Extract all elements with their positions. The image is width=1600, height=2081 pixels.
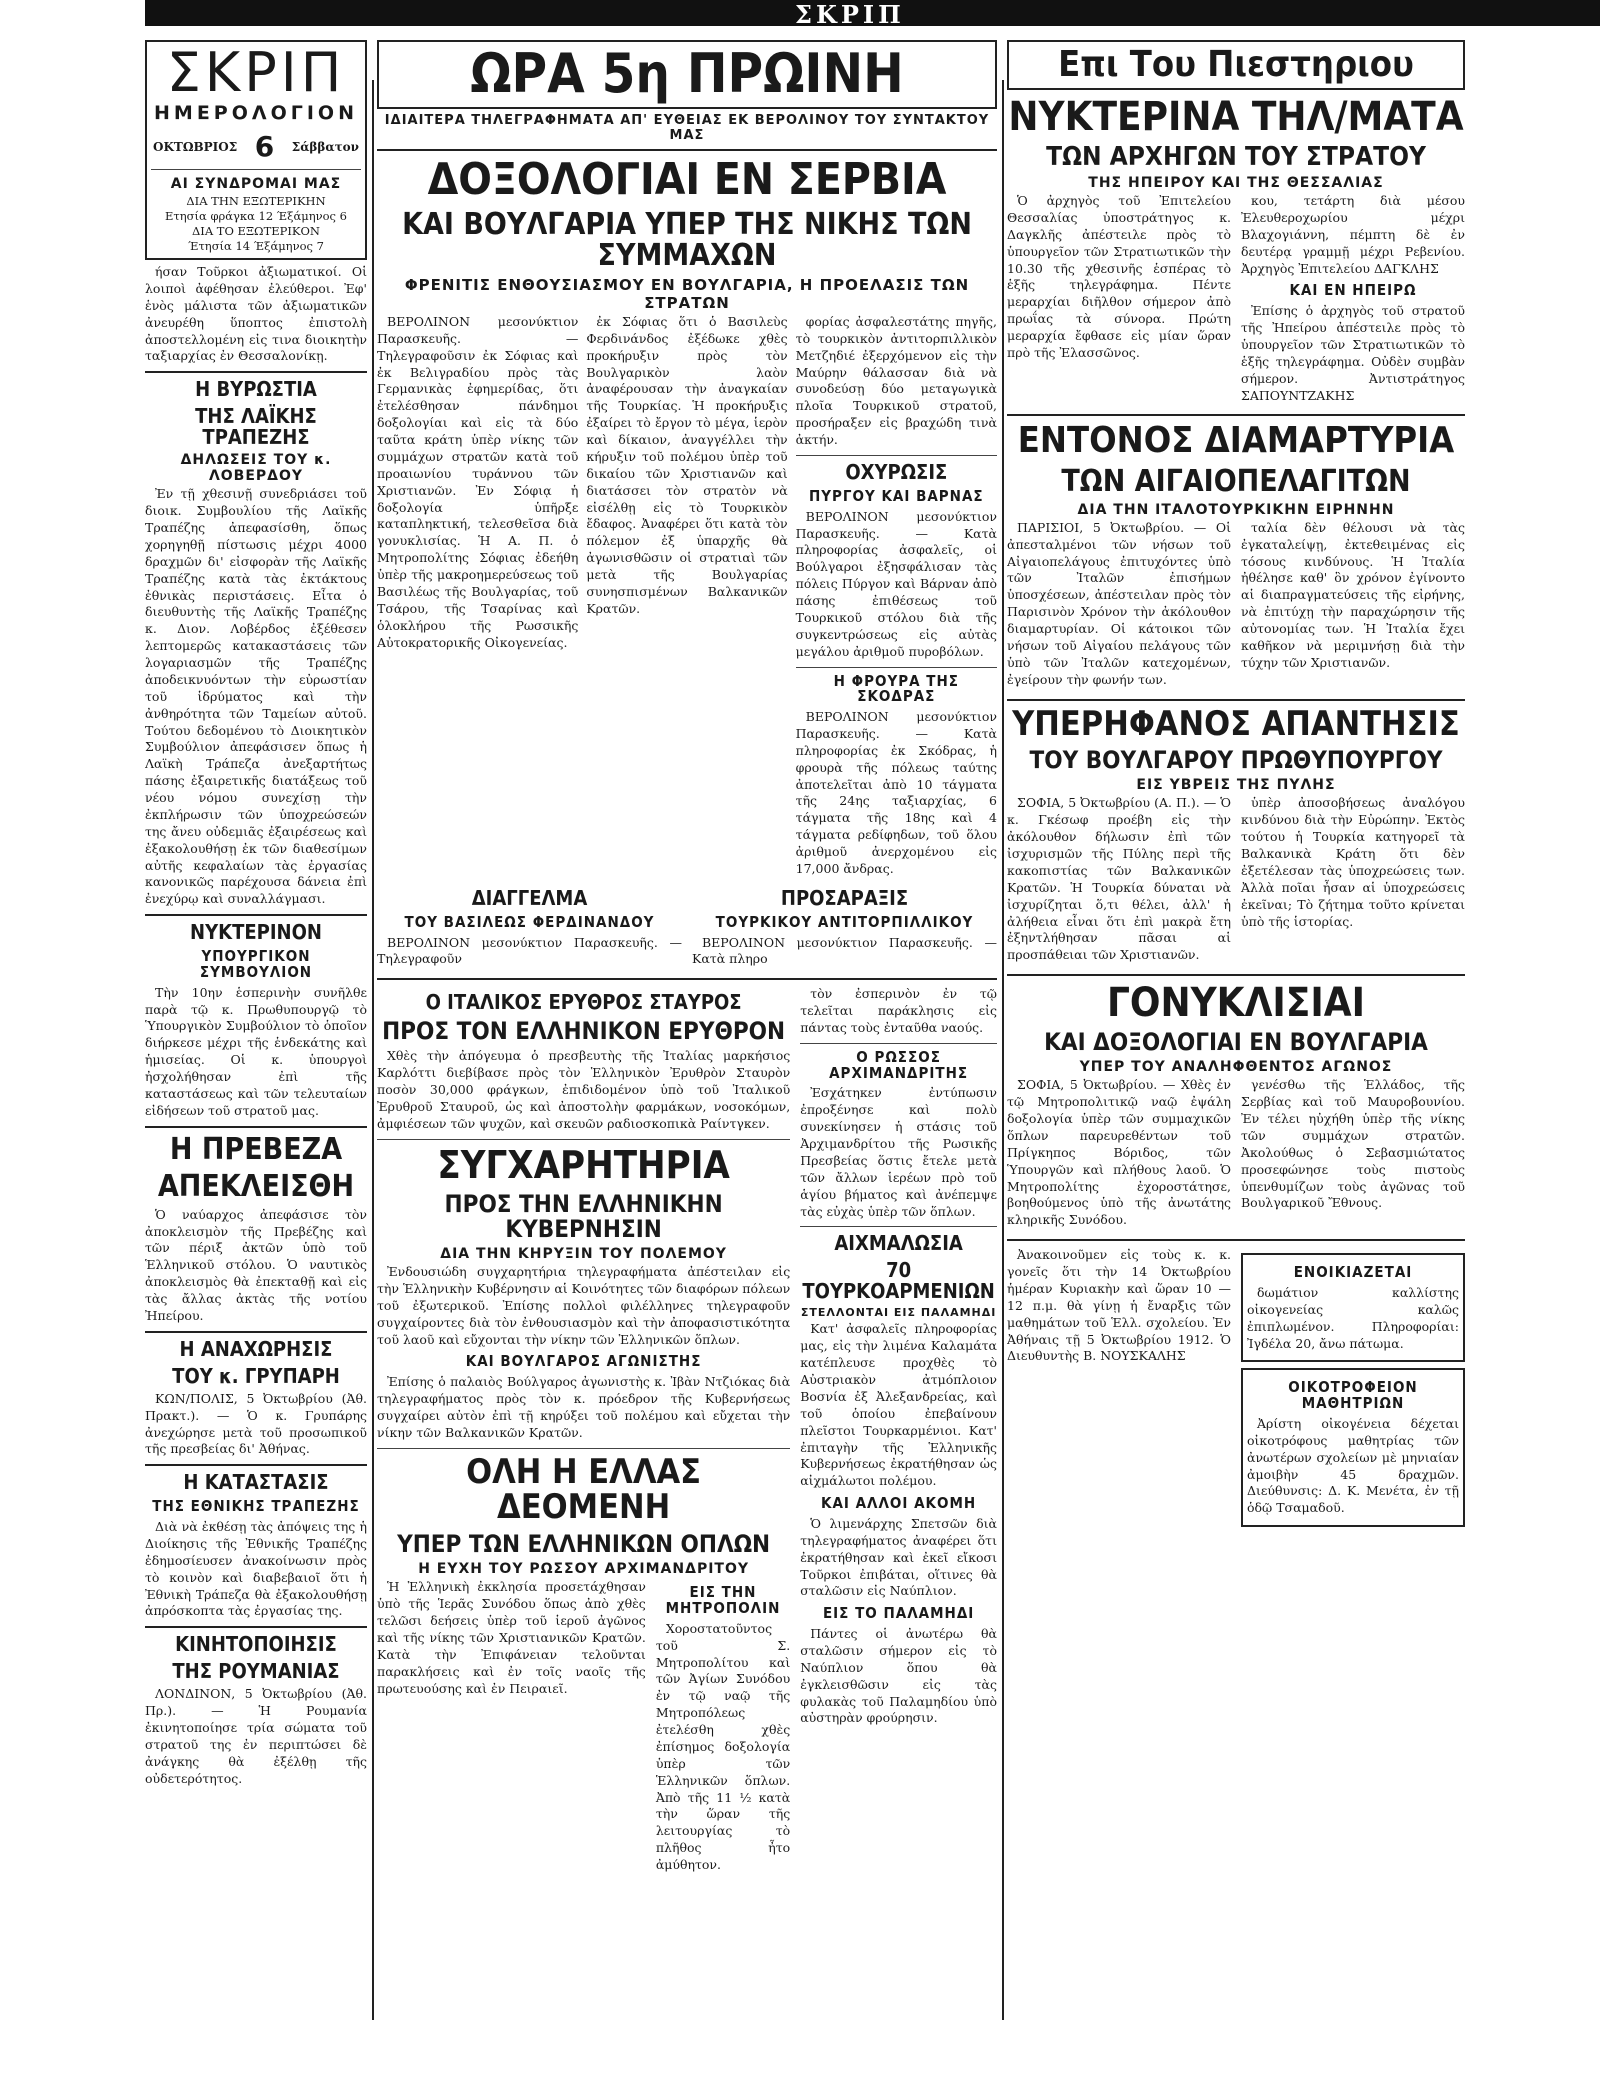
headline: ΟΛΗ Η ΕΛΛΑΣ ΔΕΟΜΕΝΗ: [466, 1451, 702, 1528]
headline: ΕΙΣ ΤΟ ΠΑΛΑΜΗΔΙ: [822, 1604, 975, 1623]
article-text: Ὁ ἀρχηγὸς τοῦ Ἐπιτελείου Θεσσαλίας ὑποστράτηγος κ. Δαγκλῆς ἀπέστειλε πρὸς τὸ ὑπουργεῖον τῶν Στρατιωτικῶν τὴν 10.30 τῆς χθεσινῆς ἑσπέρας τὸ ἑξῆς τηλεγράφημα. Πέντε μεραρχίαι διῆλθον σήμερον ἀπὸ πρωΐας τὰ σύνορα. Πρώτη μεραρχία ἔφθασε εἰς μίαν ὥραν πρὸ τῆς Ἐλασσῶνος.: [1007, 193, 1231, 360]
article-text: φορίας ἀσφαλεστάτης πηγῆς, τὸ τουρκικὸν ἀντιτορπιλλικὸν Μετζηδιέ ἐξερχόμενον εἰς τὴν Μαύρην θάλασσαν διὰ νὰ συνοδεύσῃ δύο μεταγωγικὰ πλοῖα Τουρκικοῦ στρατοῦ, προσήραξεν εἰς βραχώδη τινὰ ἀκτήν.: [795, 313, 997, 447]
article-text: ΚΩΝ/ΠΟΛΙΣ, 5 Ὀκτωβρίου (Ἀθ. Πρακτ.). — Ὁ κ. Γρυπάρης ἀνεχώρησε μετὰ τοῦ προσωπικοῦ τῆς πρεσβείας δι' Ἀθήνας.: [145, 1390, 367, 1457]
headline: ΝΥΚΤΕΡΙΝΑ ΤΗΛ/ΜΑΤΑ: [1008, 93, 1464, 140]
article-text: ΒΕΡΟΛΙΝΟΝ μεσονύκτιον Παρασκευῆς. — Κατὰ πληροφορίας ἀσφαλεῖς, οἱ Βούλγαροι ἐξησφάλισαν τὰς πόλεις Πύργον καὶ Βάρναν ἀπὸ πάσης ἐπιθέσεως τοῦ Τουρκικοῦ στόλου διὰ τῆς συγκεντρώσεως εἰς αὐτὰς μεγάλου ἀριθμοῦ πυροβόλων.: [795, 508, 997, 659]
headline: ΠΡΟΣ ΤΟΝ ΕΛΛΗΝΙΚΟΝ ΕΡΥΘΡΟΝ: [382, 1017, 786, 1046]
headline: ΣΥΓΧΑΡΗΤΗΡΙΑ: [437, 1142, 730, 1187]
headline: ΕΙΣ ΤΗΝ ΜΗΤΡΟΠΟΛΙΝ: [665, 1583, 781, 1618]
subheadline: ΥΠΕΡ ΤΟΥ ΑΝΑΛΗΦΘΕΝΤΟΣ ΑΓΩΝΟΣ: [1079, 1059, 1393, 1076]
running-head-bar: [145, 0, 1600, 29]
banner-subheadline: ΙΔΙΑΙΤΕΡΑ ΤΗΛΕΓΡΑΦΗΜΑΤΑ ΑΠ' ΕΥΘΕΙΑΣ ΕΚ ΒΕΡΟΛΙΝΟΥ ΤΟΥ ΣΥΝΤΑΚΤΟΥ ΜΑΣ: [384, 112, 990, 143]
subscription-line: ΔΙΑ ΤΟ ΕΞΩΤΕΡΙΚΟΝ: [191, 224, 320, 238]
headline: ΠΡΟΣ ΤΗΝ ΕΛΛΗΝΙΚΗΝ ΚΥΒΕΡΝΗΣΙΝ: [444, 1189, 723, 1243]
ad-title: ΟΙΚΟΤΡΟΦΕΙΟΝ ΜΑΘΗΤΡΙΩΝ: [1288, 1378, 1418, 1413]
column-rule: [372, 80, 374, 2020]
article-text: Χοροστατοῦντος τοῦ Σ. Μητροπολίτου καὶ τῶν Ἀγίων Συνόδου ἐν τῷ ναῷ τῆς Μητροπόλεως ἐτελέσθη χθὲς ἐπίσημος δοξολογία ὑπὲρ τῶν Ἑλληνικῶν ὅπλων. Ἀπὸ τῆς 11 ½ κατὰ τὴν ὥραν τῆς λειτουργίας τὸ πλῆθος ἦτο ἀμύθητον.: [655, 1620, 791, 1873]
headline: ΑΙΧΜΑΛΩΣΙΑ: [834, 1231, 963, 1256]
article-text: ΣΟΦΙΑ, 5 Ὀκτωβρίου (Α. Π.). — Ὁ κ. Γκέσωφ προέβη εἰς τὴν ἀκόλουθον δήλωσιν ἐπὶ τῶν ἰσχυρισμῶν τῆς Πύλης περὶ τῆς κακοπιστίας τῶν Βαλκανικῶν Κρατῶν. Ἡ Τουρκία δύναται νὰ ἰσχυρίζηται ὅ,τι θέλει, ἀλλ' ἡ ἀλήθεια εἶναι ὅτι ἐπὶ μακρὰ ἔτη ἐξηντλήθησαν πᾶσαι αἱ προσπάθειαι τῶν Χριστιανῶν.: [1007, 795, 1231, 963]
article-text: ΛΟΝΔΙΝΟΝ, 5 Ὀκτωβρίου (Ἀθ. Πρ.). — Ἡ Ρουμανία ἐκινητοποίησε τρία σώματα τοῦ στρατοῦ της ἐν περιπτώσει δὲ ἀνάγκης θὰ ἐξέλθῃ τῆς οὐδετερότητος.: [145, 1686, 367, 1786]
article-text: ΒΕΡΟΛΙΝΟΝ μεσονύκτιον Παρασκευῆς. — Τηλεγραφοῦν: [377, 934, 682, 967]
headline: ΤΟΥ κ. ΓΡΥΠΑΡΗ: [172, 1363, 340, 1388]
headline: ΤΩΝ ΑΡΧΗΓΩΝ ΤΟΥ ΣΤΡΑΤΟΥ: [1046, 141, 1426, 172]
headline: ΤΗΣ ΛΑΪΚΗΣ ΤΡΑΠΕΖΗΣ: [195, 404, 317, 450]
article-text: ΒΕΡΟΛΙΝΟΝ μεσονύκτιον Παρασκευῆς. — Κατὰ πληροφορίας ἐκ Σκόδρας, ἡ φρουρὰ τῆς πόλεως ταύτης ἀποτελεῖται ἀπὸ 10 τάγματα τῆς 24ης ταξιαρχίας, 6 τάγματα τῆς 18ης καὶ 4 τάγματα ρεδίφηδων, τοῦ ὅλου ἀριθμοῦ ἀνερχομένου εἰς 17,000 ἄνδρας.: [795, 709, 997, 876]
article-text: τὸν ἐσπερινὸν ἐν τῷ τελεῖται παράκλησις εἰς πάντας τοὺς ἐνταῦθα ναούς.: [800, 986, 997, 1035]
lead-headline: ΚΑΙ ΒΟΥΛΓΑΡΙΑ ΥΠΕΡ ΤΗΣ ΝΙΚΗΣ ΤΩΝ ΣΥΜΜΑΧΩΝ: [402, 206, 972, 274]
headline: ΥΠΕΡΗΦΑΝΟΣ ΑΠΑΝΤΗΣΙΣ: [1012, 703, 1460, 744]
headline: ΑΠΕΚΛΕΙΣΘΗ: [157, 1169, 355, 1205]
press-banner: Επι Του Πιεστηριου: [1007, 40, 1465, 90]
lead-subheadline: ΦΡΕΝΙΤΙΣ ΕΝΘΟΥΣΙΑΣΜΟΥ ΕΝ ΒΟΥΛΓΑΡΙΑ, Η ΠΡΟΕΛΑΣΙΣ ΤΩΝ ΣΤΡΑΤΩΝ: [404, 275, 970, 312]
headline: ΟΧΥΡΩΣΙΣ: [845, 459, 948, 484]
headline: ΚΑΙ ΕΝ ΗΠΕΙΡΩ: [1289, 281, 1417, 300]
article-text: ήσαν Τοῦρκοι ἀξιωματικοί. Οἱ λοιποὶ ἀφέθησαν ἐλεύθεροι. Ἐφ' ἑνὸς μάλιστα τῶν ἀξιωματικῶν ἀνευρέθη ὕποπτος ἐπιστολὴ ἀποστελλομένη εἰς τινα διοικητὴν ταξιαρχίας ἐν Θεσσαλονίκῃ.: [145, 264, 367, 364]
headline: ΝΥΚΤΕΡΙΝΟΝ: [190, 920, 322, 945]
article-text: Ἐν τῇ χθεσινῇ συνεδριάσει τοῦ διοικ. Συμβουλίου τῆς Λαϊκῆς Τραπέζης ἀπεφασίσθη, ὅπως χορηγηθῇ πίστωσις μέχρι 4000 δραχμῶν δι' εἰσφορὰν τῆς Λαϊκῆς Τραπέζης κατὰ τὰς ἐκτάκτους ἐθνικὰς περιστάσεις. Εἶτα ὁ διευθυντὴς τῆς Λαϊκῆς Τραπέζης κ. Διον. Λοβέρδος ἐξέθεσεν λεπτομερῶς κατακαστάσεις τῶν λογαριασμῶν τῆς Τραπέζης ἀποδεικνυόντων τὴν εὐρωστίαν τοῦ ἱδρύματος καὶ τὴν ἀνθηρότητα τῶν Ταμείων αὐτοῦ. Τούτου δεδομένου τὸ Διοικητικὸν Συμβούλιον ἀπεφάσισεν ὅπως ἡ Λαϊκὴ Τράπεζα ἀνεξαρτήτως πάσης ἐξαιρετικῆς διατάξεως τοῦ νέου νόμου συνεχίσῃ τὴν ἐκπλήρωσιν τῶν ὑποχρεώσεών της ἄνευ οὐδεμιᾶς ἐξαιρέσεως καὶ ἐξακολουθήσῃ ἐκ τῶν διαθεσίμων αὐτῆς κεφαλαίων τὰς ἐργασίας κανονικῶς παρέχουσα δάνεια ἐπὶ ἐνεχύρῳ καὶ συναλλάγμασι.: [145, 486, 367, 907]
masthead: [145, 40, 367, 260]
headline: ΤΟΥΡΚΙΚΟΥ ΑΝΤΙΤΟΡΠΙΛΛΙΚΟΥ: [715, 912, 974, 931]
headline: ΤΟΥ ΒΟΥΛΓΑΡΟΥ ΠΡΩΘΥΠΟΥΡΓΟΥ: [1029, 746, 1443, 775]
article-text: Ἐπίσης ὁ παλαιὸς Βούλγαρος ἀγωνιστὴς κ. Ἰβὰν Ντζιόκας διὰ τηλεγραφήματος πρὸς τὸν κ. πρόεδρον τῆς Κυβερνήσεως συγχαίρει αὐτὸν ἐπὶ τῇ κηρύξει τοῦ πολέμου καὶ εὔχεται τὴν νίκην τῶν Βαλκανικῶν Κρατῶν.: [377, 1374, 791, 1440]
ad-text: δωμάτιον καλλίστης οἰκογενείας καλῶς ἐπιπλωμένον. Πληροφορίαι: Ἰγδέλα 20, ἄνω πάτωμα.: [1247, 1284, 1459, 1351]
article-text: Τὴν 10ην ἑσπερινὴν συνῆλθε παρὰ τῷ κ. Πρωθυπουργῷ τὸ Ὑπουργικὸν Συμβούλιον τὸ ὁποῖον διήρκεσε μέχρι τῆς ἑνδεκάτης καὶ ἡμισείας. Οἱ κ. ὑπουργοὶ ἠσχολήθησαν ἐπὶ τῆς καταστάσεως καὶ τῶν τελευταίων εἰδήσεων τοῦ στρατοῦ μας.: [145, 984, 367, 1118]
masthead-subtitle: ΗΜΕΡΟΛΟΓΙΟΝ: [154, 102, 358, 124]
classified-ad: [1241, 1253, 1465, 1362]
headline: Ο ΙΤΑΛΙΚΟΣ ΕΡΥΘΡΟΣ ΣΤΑΥΡΟΣ: [425, 990, 742, 1015]
headline: ΕΝΤΟΝΟΣ ΔΙΑΜΑΡΤΥΡΙΑ: [1017, 420, 1455, 462]
subheadline: ΔΗΛΩΣΕΙΣ ΤΟΥ κ. ΛΟΒΕΡΔΟΥ: [180, 452, 332, 485]
masthead-title: ΣΚΡΙΠ: [166, 41, 346, 104]
article-text: Χθὲς τὴν ἀπόγευμα ὁ πρεσβευτὴς τῆς Ἰταλίας μαρκήσιος Καρλόττι διεβίβασε πρὸς τὸν Ἑλληνικὸν Ἐρυθρὸν Σταυρὸν ποσὸν 30,000 φράγκων, ἐπιδιδομένον ὑπὸ τοῦ Ἰταλικοῦ Ἐρυθροῦ Σταυροῦ, ὡς καὶ ἀποστολὴν φαρμάκων, νοσοκόμων, ἀμφιέσεων τῶν ψυχῶν, καὶ σκευῶν ραδιοσκοπικὰ Ραίντγκεν.: [377, 1048, 791, 1131]
date-weekday: Σάββατον: [291, 139, 359, 154]
headline: ΚΑΙ ΔΟΞΟΛΟΓΙΑΙ ΕΝ ΒΟΥΛΓΑΡΙΑ: [1044, 1028, 1428, 1057]
subscriptions-title: ΑΙ ΣΥΝΔΡΟΜΑΙ ΜΑΣ: [170, 176, 342, 192]
banner-headline: ΩΡΑ 5η ΠΡΩΙΝΗ: [377, 40, 997, 109]
article-text: ὑπὲρ ἀποσοβήσεως ἀναλόγου κινδύνου διὰ τὴν Εὐρώπην. Ἐκτὸς τούτου ἡ Τουρκία κατηγορεῖ τὰ Βαλκανικὰ Κράτη ὅτι δὲν ἐξετέλεσαν τὰς ὑποχρεώσεις των. Ἀλλὰ ποῖαι ἦσαν αἱ ὑποχρεώσεις ἐκεῖναι; Τὸ ζήτημα τοῦτο κρίνεται ὑπὸ τῆς ἱστορίας.: [1241, 795, 1465, 929]
article-text: ταλία δὲν θέλουσι νὰ τὰς ἐγκαταλείψῃ, ἐκτεθειμένας εἰς τόσους κινδύνους. Ἡ Ἰταλία ἠθέλησε καθ' ὃν χρόνον ἐγίνοντο αἱ διαπραγματεύσεις τῆς εἰρήνης, νὰ ἐπιτύχῃ τὴν παραχώρησιν τῆς αὐτονομίας των. Ἡ Ἰταλία ἔχει καθῆκον νὰ μεριμνήσῃ διὰ τὴν τύχην τῶν Χριστιανῶν.: [1241, 519, 1465, 670]
article-text: Πάντες οἱ ἀνωτέρω θὰ σταλῶσιν σήμερον εἰς τὸ Ναύπλιον ὅπου θὰ ἐγκλεισθῶσιν εἰς τὰς φυλακὰς τοῦ Παλαμηδίου ὑπὸ αὐστηρὰν φρούρησιν.: [800, 1626, 997, 1726]
ad-text: Ἀρίστη οἰκογένεια δέχεται οἰκοτρόφους μαθητρίας τῶν ἀνωτέρων σχολείων μὲ μηνιαίαν ἀμοιβὴν 45 δραχμῶν. Διεύθυνσις: Δ. Κ. Μενέτα, ἐν τῇ ὁδῷ Τσαμαδοῦ.: [1247, 1415, 1459, 1516]
date-day: 6: [254, 130, 275, 163]
subheadline: ΔΙΑ ΤΗΝ ΙΤΑΛΟΤΟΥΡΚΙΚΗΝ ΕΙΡΗΝΗΝ: [1077, 501, 1395, 518]
headline: Η ΚΑΤΑΣΤΑΣΙΣ: [183, 1470, 329, 1495]
subheadline: ΔΙΑ ΤΗΝ ΚΗΡΥΞΙΝ ΤΟΥ ΠΟΛΕΜΟΥ: [440, 1246, 727, 1263]
column-rule: [1002, 80, 1004, 2020]
headline: ΤΟΥ ΒΑΣΙΛΕΩΣ ΦΕΡΔΙΝΑΝΔΟΥ: [404, 912, 655, 931]
school-notice: Ἀνακοινοῦμεν εἰς τοὺς κ. κ. γονεῖς ὅτι τὴν 14 Ὀκτωβρίου ἡμέραν Κυριακὴν καὶ ὥραν 10 — 12 π.μ. θὰ γίνῃ ἡ ἔναρξις τῶν μαθημάτων τοῦ Ἑλλ. σχολείου. Ἐν Ἀθήναις τῇ 5 Ὀκτωβρίου 1912. Ὁ Διευθυντὴς Β. ΝΟΥΣΚΑΛΗΣ: [1007, 1247, 1231, 1364]
article-text: ΒΕΡΟΛΙΝΟΝ μεσονύκτιον Παρασκευῆς. — Κατὰ πληρο: [692, 934, 997, 967]
subscription-line: Ετησία φράγκα 12 Έξάμηνος 6: [165, 209, 347, 223]
headline: Η ΒΥΡΩΣΤΙΑ: [195, 377, 317, 402]
headline: ΚΑΙ ΑΛΛΟΙ ΑΚΟΜΗ: [820, 1494, 977, 1513]
date-month: ΟΚΤΩΒΡΙΟΣ: [153, 139, 238, 154]
article-text: ἐκ Σόφιας ὅτι ὁ Βασιλεὺς Φερδινάνδος ἐξέδωκε χθὲς προκήρυξιν πρὸς τὸν Βουλγαρικὸν λαὸν ἀναφέρουσαν τὴν ἀναγκαίαν τῆς Τουρκίας. Ἡ προκήρυξις ἐξαίρει τὸ ἔργον τὸ μέγα, ἱερὸν καὶ δίκαιον, ἀναγγέλλει τὴν κήρυξιν τοῦ πολέμου ὑπὲρ τοῦ δικαίου τῶν Χριστιανῶν καὶ διατάσσει τὸν στρατὸν νὰ εἰσέλθῃ εἰς τὸ Τουρκικὸν ἔδαφος. Ἀναφέρει ὅτι κατὰ τὸν πόλεμον ἐξ ὑπαρχῆς θὰ ἀγωνισθῶσιν οἱ στρατιαὶ τῶν μετὰ τῆς Βουλγαρίας συνησπισμένων Βαλκανικῶν Κρατῶν.: [586, 313, 788, 616]
lead-headline: ΔΟΞΟΛΟΓΙΑΙ ΕΝ ΣΕΡΒΙΑ: [427, 153, 947, 205]
article-text: Ὁ ναύαρχος ἀπεφάσισε τὸν ἀποκλεισμὸν τῆς Πρεβέζης καὶ τῶν πέριξ ἀκτῶν ὑπὸ τοῦ Ἑλληνικοῦ στόλου. Ὁ ναυτικὸς ἀποκλεισμὸς θὰ ἐπεκταθῇ καὶ εἰς τὰς ἄλλας ἀκτὰς τῆς νοτίου Ἠπείρου.: [145, 1206, 367, 1323]
article-text: κου, τετάρτη διὰ μέσου Ἐλευθεροχωρίου μέχρι Βλαχογιάννη, πέμπτη δὲ ἐν δευτέρᾳ γραμμῇ μέχρι Ρεβενίου. Ἀρχηγὸς Ἐπιτελείου ΔΑΓΚΛΗΣ: [1241, 193, 1465, 276]
running-head: ΣΚΡΙΠ: [795, 0, 905, 29]
ad-title: ΕΝΟΙΚΙΑΖΕΤΑΙ: [1293, 1263, 1413, 1282]
article-text: Ἐσχάτηκεν ἐντύπωσιν ἐπροξένησε καὶ πολὺ συνεκίνησεν ἡ στάσις τοῦ Ἀρχιμανδρίτου τῆς Ρωσικῆς Πρεσβείας ὅστις ἔτελε μετὰ τῶν ἄλλων ἱερέων πρὸ τοῦ ἁγίου βήματος καὶ ἀνέπεμψε τὰς εὐχὰς ὑπὲρ τῶν ὅπλων.: [800, 1085, 997, 1219]
column-center: [377, 40, 997, 2050]
headline: ΤΗΣ ΡΟΥΜΑΝΙΑΣ: [172, 1659, 340, 1684]
headline: Η ΠΡΕΒΕΖΑ: [169, 1131, 343, 1167]
headline: ΠΡΟΣΑΡΑΞΙΣ: [780, 885, 909, 910]
headline: ΠΥΡΓΟΥ ΚΑΙ ΒΑΡΝΑΣ: [808, 486, 984, 505]
article-text: Ὁ λιμενάρχης Σπετσῶν διὰ τηλεγραφήματος ἀναφέρει ὅτι ἐκρατήθησαν καὶ ἐκεῖ εἴκοσι Τοῦρκοι ἐπιβάται, οἵτινες θὰ σταλῶσιν εἰς Ναύπλιον.: [800, 1515, 997, 1599]
headline: ΔΙΑΓΓΕΛΜΑ: [471, 885, 588, 910]
column-right: [1007, 40, 1465, 2050]
column-left: [145, 40, 367, 2050]
article-text: Κατ' ἀσφαλεῖς πληροφορίας μας, εἰς τὴν λιμένα Καλαμάτα κατέπλευσε προχθὲς τὸ Αὐστριακὸν ἀτμόπλοιον Βοσνία ἐξ Ἀλεξανδρείας, καὶ τοῦ ὁποίου ἐπεβαίνουν πλεῖστοι Τουρκαρμένιοι. Κατ' ἐπιταγὴν τῆς Ἑλληνικῆς Κυβερνήσεως ἐκρατήθησαν ὡς αἰχμάλωτοι πολέμου.: [800, 1321, 997, 1489]
subheadline: ΤΗΣ ΗΠΕΙΡΟΥ ΚΑΙ ΤΗΣ ΘΕΣΣΑΛΙΑΣ: [1088, 175, 1384, 192]
headline: 70 ΤΟΥΡΚΟΑΡΜΕΝΙΩΝ: [802, 1258, 995, 1304]
headline: ΤΗΣ ΕΘΝΙΚΗΣ ΤΡΑΠΕΖΗΣ: [152, 1497, 360, 1516]
headline: Η ΑΝΑΧΩΡΗΣΙΣ: [179, 1336, 333, 1361]
subheadline: ΕΙΣ ΥΒΡΕΙΣ ΤΗΣ ΠΥΛΗΣ: [1136, 777, 1336, 794]
article-text: ΣΟΦΙΑ, 5 Ὀκτωβρίου. — Χθὲς ἐν τῷ Μητροπολιτικῷ ναῷ ἐψάλη δοξολογία ὑπὲρ τῶν συμμαχικῶν ὅπλων παρευρεθέντων τοῦ Πρίγκηπος Βόριδος, τῶν Ὑπουργῶν καὶ πλήθους λαοῦ. Ὁ Μητροπολίτης ἐχοροστάτησε, βοηθούμενος ὑπὸ τῆς ἀνωτάτης κληρικῆς Συνόδου.: [1007, 1077, 1231, 1228]
article-text: ΠΑΡΙΣΙΟΙ, 5 Ὀκτωβρίου. — Οἱ ἀπεσταλμένοι τῶν νήσων τοῦ Αἰγαιοπελάγους ἐπιτυχόντες ὑπὸ τῶν Ἰταλῶν ἐπισήμων ὑποσχέσεων, ἀπέστειλαν πρὸς τὸν Παρισινὸν Χρόνον τὴν ἀκόλουθον διαμαρτυρίαν. Οἱ κάτοικοι τῶν νήσων τοῦ Αἰγαίου πελάγους τῶν ὑπὸ τῶν Ἰταλῶν κατεχομένων, ἐγείρουν τὴν φωνήν των.: [1007, 519, 1231, 687]
headline: ΥΠΕΡ ΤΩΝ ΕΛΛΗΝΙΚΩΝ ΟΠΛΩΝ: [397, 1530, 771, 1559]
headline: Ο ΡΩΣΣΟΣ ΑΡΧΙΜΑΝΔΡΙΤΗΣ: [829, 1047, 969, 1082]
headline: Η ΦΡΟΥΡΑ ΤΗΣ ΣΚΟΔΡΑΣ: [833, 671, 959, 706]
article-text: Ἐνδουσιώδη συγχαρητήρια τηλεγραφήματα ἀπέστειλαν εἰς τὴν Ἑλληνικὴν Κυβέρνησιν αἱ Κοινότητες τῶν διαφόρων πόλεων τοῦ ἐξωτερικοῦ. Ἐπίσης πολλοὶ φιλέλληνες τηλεγραφοῦν συγχαίροντες διὰ τὸν ἐνθουσιασμὸν καὶ τὴν ἀποφασιστικότητα τοῦ λαοῦ καὶ εὔχονται τὴν νίκην τῶν Ἑλληνικῶν ὅπλων.: [377, 1264, 791, 1347]
headline: ΚΑΙ ΒΟΥΛΓΑΡΟΣ ΑΓΩΝΙΣΤΗΣ: [465, 1352, 702, 1371]
headline: ΤΩΝ ΑΙΓΑΙΟΠΕΛΑΓΙΤΩΝ: [1061, 464, 1411, 500]
article-text: Ἡ Ἑλληνικὴ ἐκκλησία προσετάχθησαν ὑπὸ τῆς Ἱερᾶς Συνόδου ὅπως ἀπὸ χθὲς τελῶσι δεήσεις ὑπὲρ τοῦ ἱεροῦ ἀγῶνος καὶ τῆς νίκης τῶν Χριστιανικῶν Κρατῶν. Κατὰ τὴν Ἐπιφάνειαν τελοῦνται παρακλήσεις καὶ ἐν τοῖς ναοῖς τῆς πρωτευούσης καὶ ἐν Πειραιεῖ.: [377, 1579, 646, 1696]
newspaper-page: [145, 40, 1465, 2050]
classified-ad: [1241, 1368, 1465, 1527]
masthead-date: [153, 130, 359, 163]
headline: ΥΠΟΥΡΓΙΚΟΝ ΣΥΜΒΟΥΛΙΟΝ: [199, 947, 313, 981]
headline: ΓΟΝΥΚΛΙΣΙΑΙ: [1106, 980, 1365, 1027]
article-text: γενέσθω τῆς Ἑλλάδος, τῆς Σερβίας καὶ τοῦ Μαυροβουνίου. Ἐν τέλει ηὐχήθη ὑπὲρ τῆς νίκης τῶν συμμάχων στρατῶν. Ἀκολούθως ὁ Σεβασμιώτατος προσεφώνησε τοὺς πιστοὺς ὑπενθυμίζων τοὺς ἀγῶνας τοῦ Βουλγαρικοῦ Ἔθνους.: [1241, 1077, 1465, 1211]
article-text: Ἐπίσης ὁ ἀρχηγὸς τοῦ στρατοῦ τῆς Ἠπείρου ἀπέστειλε πρὸς τὸ ὑπουργεῖον τῶν Στρατιωτικῶν τὸ ἑξῆς τηλεγράφημα. Οὐδὲν συμβὰν σήμερον. Ἀντιστράτηγος ΣΑΠΟΥΝΤΖΑΚΗΣ: [1241, 303, 1465, 403]
subheadline: Η ΕΥΧΗ ΤΟΥ ΡΩΣΣΟΥ ΑΡΧΙΜΑΝΔΡΙΤΟΥ: [418, 1561, 750, 1578]
subscription-line: ΔΙΑ ΤΗΝ ΕΞΩΤΕΡΙΚΗΝ: [186, 194, 326, 208]
lead-article: [377, 314, 997, 882]
article-text: ΒΕΡΟΛΙΝΟΝ μεσονύκτιον Παρασκευῆς. — Τηλεγραφοῦσιν ἐκ Σόφιας καὶ ἐκ Βελιγραδίου πρὸς τὰς Γερμανικὰς ἐφημερίδας, ὅτι ἐτελέσθησαν πάνδημοι δοξολογίαι καὶ εἰς τὰ δύο ταῦτα κράτη ὑπὲρ νίκης τῶν συμμάχων στρατῶν κατὰ τοῦ προαιωνίου τυράννου τῶν Χριστιανῶν. Ἐν Σόφιᾳ ἡ δοξολογία ὑπῆρξε καταπληκτική, τελεσθεῖσα διὰ γονυκλισίας. Ἡ Α. Π. ὁ Μητροπολίτης Σόφιας ἐδεήθη ὑπὲρ τῆς μακροημερεύσεως τοῦ Βασιλέως τῆς Βουλγαρίας, τοῦ Τσάρου, τῆς Τσαρίνας καὶ ὁλοκλήρου τῆς Ρωσσικῆς Αὐτοκρατορικῆς Οἰκογενείας.: [377, 313, 579, 650]
headline: ΚΙΝΗΤΟΠΟΙΗΣΙΣ: [175, 1632, 337, 1657]
subscription-line: Έτησία 14 Έξάμηνος 7: [188, 239, 324, 253]
subheadline: ΣΤΕΛΛΟΝΤΑΙ ΕΙΣ ΠΑΛΑΜΗΔΙ: [800, 1306, 997, 1320]
article-text: Διὰ νὰ ἐκθέσῃ τὰς ἀπόψεις της ἡ Διοίκησις τῆς Ἐθνικῆς Τραπέζης ἐδημοσίευσεν ἀνακοίνωσιν πρὸς τὸ κοινὸν καὶ διαβεβαιοῖ ὅτι ἡ Ἐθνικὴ Τράπεζα θὰ ἐξακολουθήσῃ ἀπρόσκοπτα τὰς ἐργασίας της.: [145, 1519, 367, 1619]
